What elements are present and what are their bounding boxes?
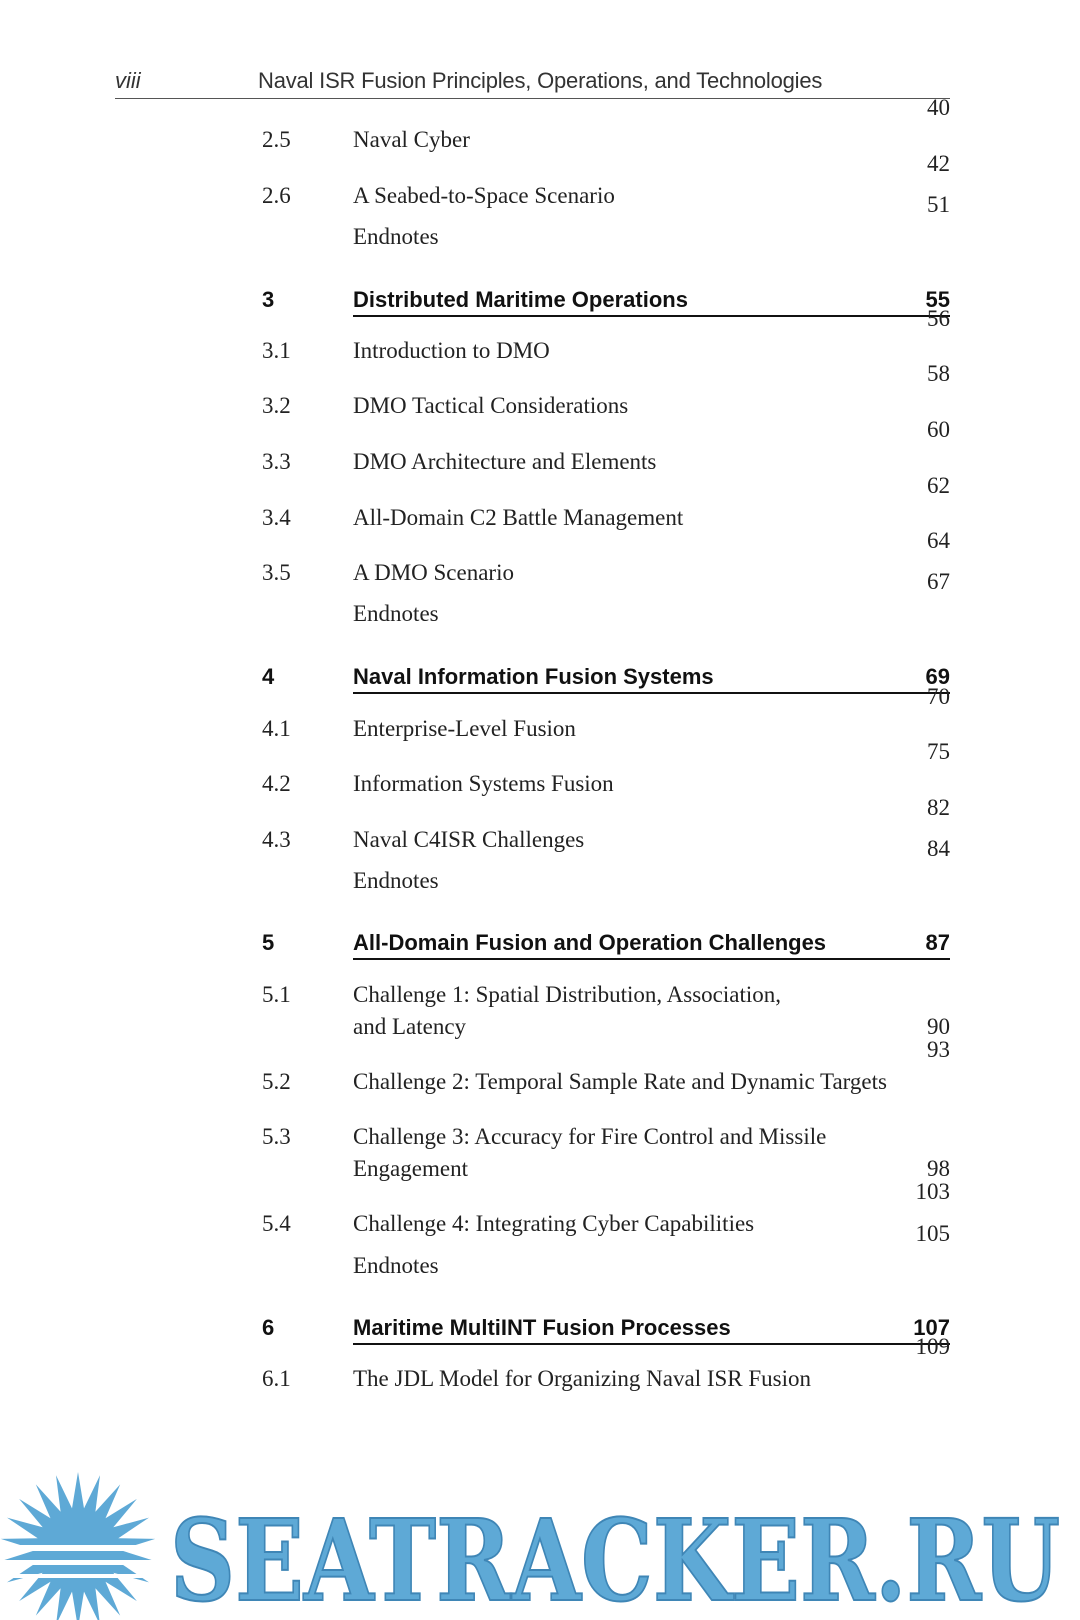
page-number: 90: [927, 1014, 950, 1039]
page-number: 64: [927, 528, 950, 553]
section-number: 4.2: [262, 771, 291, 796]
section-title: DMO Architecture and Elements: [353, 449, 657, 474]
toc-chapter-3[interactable]: [262, 284, 950, 316]
chapter-number: 5: [262, 930, 275, 955]
page-number: 75: [927, 739, 950, 764]
page-number: 62: [927, 473, 950, 498]
toc-chapter-6[interactable]: [262, 1312, 950, 1344]
page-number: 40: [927, 95, 950, 120]
section-title: Information Systems Fusion: [353, 771, 614, 796]
chapter-underline: [353, 1343, 950, 1345]
page-number: 42: [927, 151, 950, 176]
page-number: 51: [927, 192, 950, 217]
section-title: Endnotes: [353, 601, 439, 626]
section-number: 4.3: [262, 827, 291, 852]
section-number: 5.4: [262, 1211, 291, 1236]
section-number: 6.1: [262, 1366, 291, 1391]
toc-entry[interactable]: [262, 979, 950, 1043]
page-number: 107: [913, 1315, 950, 1340]
page-number: 58: [927, 361, 950, 386]
section-number: 2.5: [262, 127, 291, 152]
chapter-underline: [353, 315, 950, 317]
toc-entry[interactable]: [262, 1121, 950, 1185]
section-title: Challenge 3: Accuracy for Fire Control and Missile Engagement: [353, 1124, 827, 1181]
section-title: Endnotes: [353, 1253, 439, 1278]
page-number: 84: [927, 836, 950, 861]
page-number: 60: [927, 417, 950, 442]
page-folio: viii: [115, 68, 141, 93]
page-number: 87: [925, 930, 950, 955]
section-number: 4.1: [262, 716, 291, 741]
chapter-number: 6: [262, 1315, 275, 1340]
watermark: [0, 1460, 1080, 1620]
watermark-text: SEATRACKER.RU: [170, 1496, 1060, 1620]
toc-chapter-4[interactable]: [262, 661, 950, 693]
chapter-underline: [353, 692, 950, 694]
chapter-underline: [353, 958, 950, 960]
section-title: The JDL Model for Organizing Naval ISR Fusion: [353, 1366, 812, 1391]
toc-chapter-5[interactable]: [262, 927, 950, 959]
section-title: A Seabed-to-Space Scenario: [353, 183, 615, 208]
page-number: 93: [927, 1037, 950, 1062]
section-number: 3.3: [262, 449, 291, 474]
chapter-number: 3: [262, 287, 275, 312]
page-number: 105: [915, 1221, 950, 1246]
book-title: Naval ISR Fusion Principles, Operations, and Technologies: [258, 68, 823, 93]
section-number: 5.2: [262, 1069, 291, 1094]
section-title: Introduction to DMO: [353, 338, 550, 363]
chapter-title: All-Domain Fusion and Operation Challenges: [353, 930, 827, 955]
page-number: 109: [915, 1334, 950, 1359]
page-number: 103: [915, 1179, 950, 1204]
chapter-title: Naval Information Fusion Systems: [353, 664, 714, 689]
section-title: Naval Cyber: [353, 127, 470, 152]
section-number: 3.5: [262, 560, 291, 585]
chapter-title: Distributed Maritime Operations: [353, 287, 688, 312]
chapter-title: Maritime MultiINT Fusion Processes: [353, 1315, 731, 1340]
section-number: 5.3: [262, 1124, 291, 1149]
section-title: A DMO Scenario: [353, 560, 514, 585]
page-number: 67: [927, 569, 950, 594]
section-title: Endnotes: [353, 868, 439, 893]
page-number: 82: [927, 795, 950, 820]
page-number: 98: [927, 1156, 950, 1181]
section-title: Enterprise-Level Fusion: [353, 716, 576, 741]
section-number: 5.1: [262, 982, 291, 1007]
chapter-number: 4: [262, 664, 275, 689]
page-number: 69: [925, 664, 950, 689]
section-title: Challenge 4: Integrating Cyber Capabilities: [353, 1211, 755, 1236]
section-title: Challenge 1: Spatial Distribution, Association, and Latency: [353, 982, 782, 1039]
section-number: 3.2: [262, 393, 291, 418]
section-number: 2.6: [262, 183, 291, 208]
section-title: Challenge 2: Temporal Sample Rate and Dynamic Targets: [353, 1069, 887, 1094]
page-number: 70: [927, 684, 950, 709]
section-title: DMO Tactical Considerations: [353, 393, 629, 418]
sunburst-icon: [0, 1472, 170, 1620]
section-number: 3.4: [262, 505, 291, 530]
page-number: 55: [925, 287, 950, 312]
section-title: Naval C4ISR Challenges: [353, 827, 585, 852]
section-number: 3.1: [262, 338, 291, 363]
page-number: 56: [927, 306, 950, 331]
section-title: Endnotes: [353, 224, 439, 249]
section-title: All-Domain C2 Battle Management: [353, 505, 684, 530]
